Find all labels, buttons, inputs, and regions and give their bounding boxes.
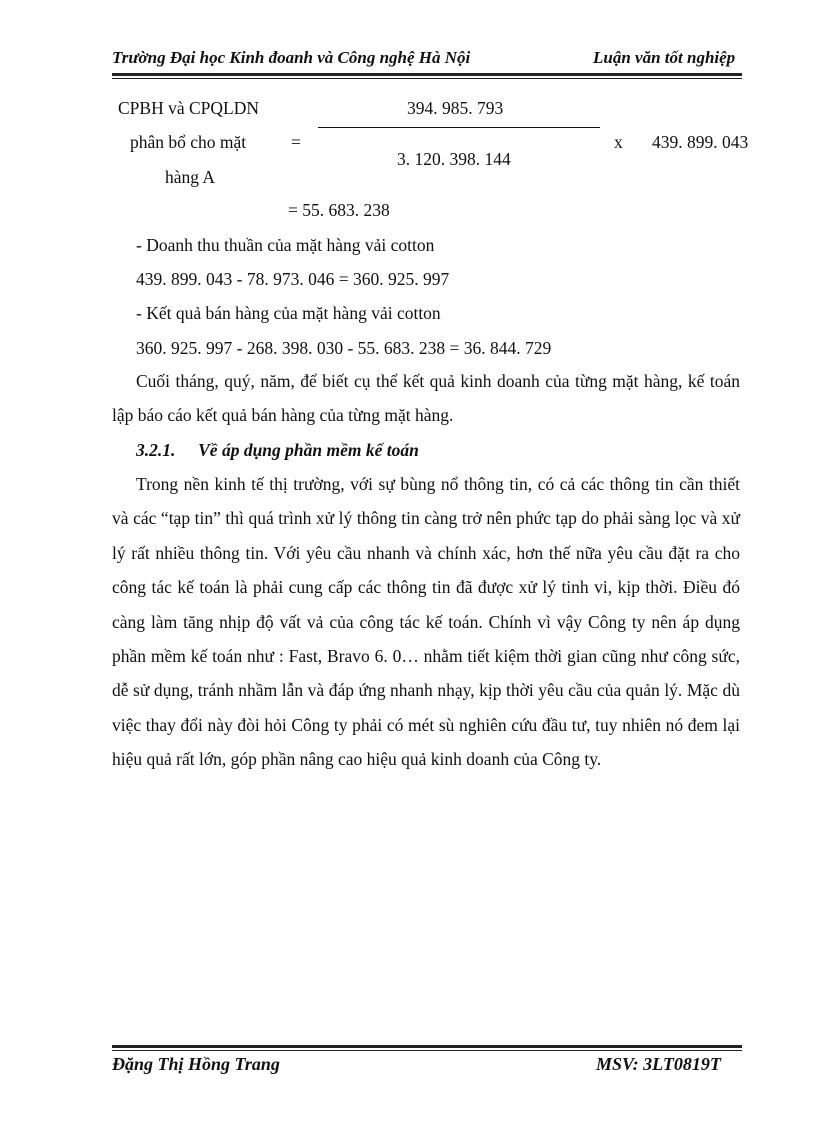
formula-equals: = — [291, 132, 301, 152]
paragraph-software: Trong nền kinh tế thị trường, với sự bùng nổ thông tin, có cả các thông tin cần thiết và các “tạp tin” thì quá trình xử lý thông tin càng trở nên phức tạp do phải sàng lọc và xử lý rất nhiều thông tin. Với yêu cầu nhanh và chính xác, hơn thế nữa yêu cầu đặt ra cho công tác kế toán là phải cung cấp các thông tin đã được xử lý tinh vi, kịp thời. Điều đó càng làm tăng nhịp độ vất vả của công tác kế toán. Chính vì vậy Công ty nên áp dụng phần mềm kế toán như : Fast, Bravo 6. 0… nhằm tiết kiệm thời gian cũng như công sức, dễ sử dụng, tránh nhầm lẫn và đáp ứng nhanh nhạy, kịp thời yêu cầu của quản lý. Mặc dù việc thay đổi này đòi hỏi Công ty phải có mét sù nghiên cứu đầu tư, tuy nhiên nó đem lại hiệu quả rất lớn, góp phần nâng cao hiệu quả kinh doanh của Công ty. — [112, 474, 740, 770]
formula-numerator: 394. 985. 793 — [407, 98, 504, 118]
header-document-type: Luận văn tốt nghiệp — [593, 48, 736, 67]
sales-result-label: - Kết quả bán hàng của mặt hàng vải cotton — [136, 303, 441, 323]
footer-student-id: MSV: 3LT0819T — [596, 1054, 721, 1074]
formula-result: = 55. 683. 238 — [288, 200, 390, 220]
formula-denominator: 3. 120. 398. 144 — [397, 149, 511, 169]
section-title: Về áp dụng phần mềm kế toán — [198, 440, 419, 460]
section-number: 3.2.1. — [136, 440, 176, 460]
header-rule-thin — [112, 78, 742, 79]
formula-label-line2: phân bổ cho mặt — [130, 132, 247, 152]
footer-author: Đặng Thị Hồng Trang — [112, 1054, 280, 1074]
header-school-name: Trường Đại học Kinh đoanh và Công nghệ Hà Nội — [112, 48, 471, 67]
formula-multiplier: 439. 899. 043 — [652, 132, 749, 152]
sales-result-calculation: 360. 925. 997 - 268. 398. 030 - 55. 683. 238 = 36. 844. 729 — [136, 338, 552, 358]
footer-rule — [112, 1045, 742, 1048]
formula-times: x — [614, 132, 623, 152]
revenue-calculation: 439. 899. 043 - 78. 973. 046 = 360. 925. 997 — [136, 269, 450, 289]
formula-label-line1: CPBH và CPQLDN — [118, 98, 259, 118]
revenue-label: - Doanh thu thuần của mặt hàng vải cotton — [136, 235, 435, 255]
paragraph-report: Cuối tháng, quý, năm, để biết cụ thể kết quả kinh doanh của từng mặt hàng, kế toán lập báo cáo kết quả bán hàng của từng mặt hàng. — [112, 371, 740, 426]
header-rule — [112, 73, 742, 76]
footer-rule-thin — [112, 1050, 742, 1051]
formula-label-line3: hàng A — [165, 167, 216, 187]
fraction-bar — [318, 127, 600, 128]
section-heading — [136, 440, 419, 461]
